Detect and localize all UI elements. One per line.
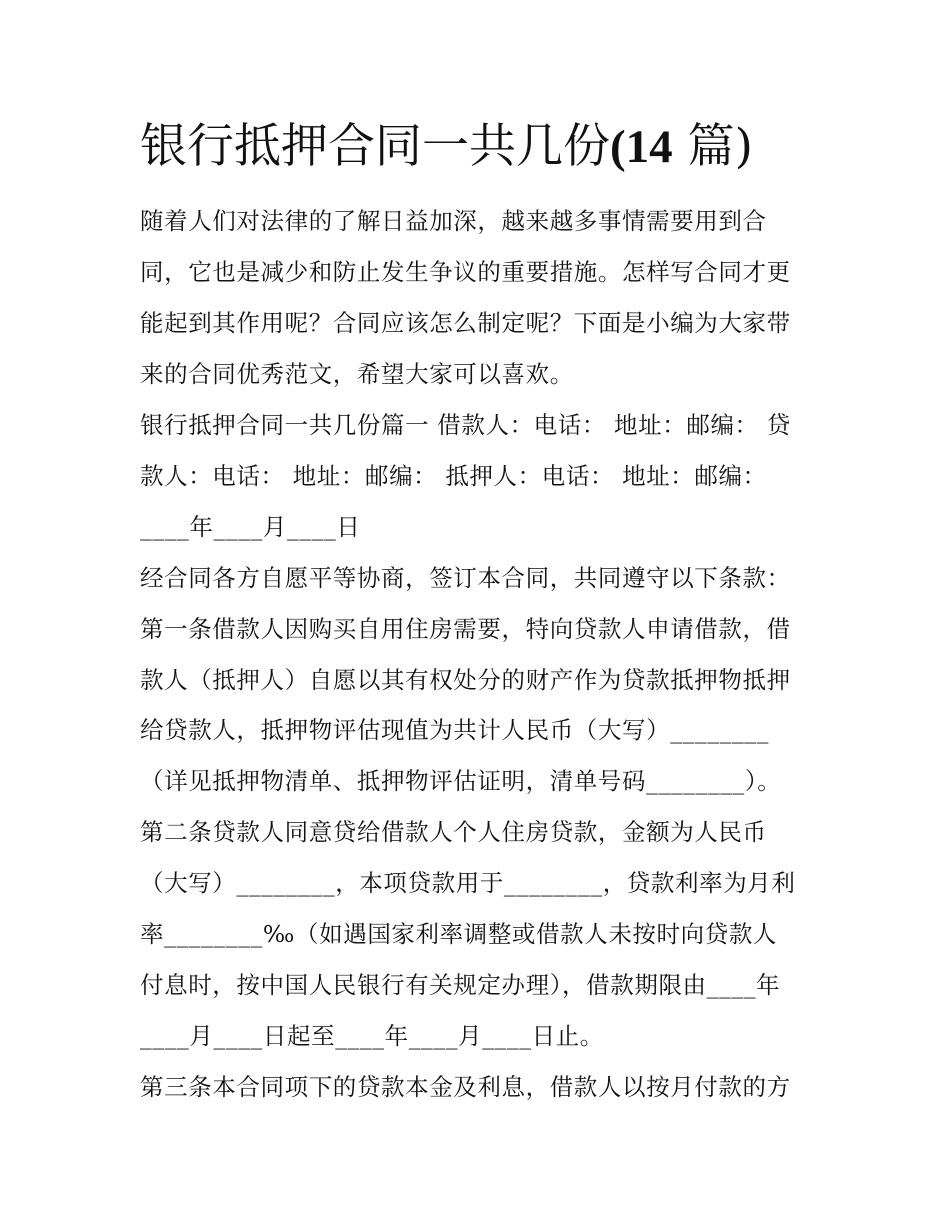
article-1-line-4: （详见抵押物清单、抵押物评估证明，清单号码________）。 [140,767,782,795]
article-1-line-2: 款人（抵押人）自愿以其有权处分的财产作为贷款抵押物抵押 [140,666,791,694]
article-2-line-3: 率________‰（如遇国家利率调整或借款人未按时向贷款人 [140,920,778,948]
title-count: (14 [610,121,673,173]
date-line: ____年____月____日 [140,513,361,541]
intro-line-3: 能起到其作用呢？合同应该怎么制定呢？下面是小编为大家带 [140,309,791,337]
document-title [140,112,840,182]
article-2-line-4: 付息时，按中国人民银行有关规定办理），借款期限由____年 [140,971,781,999]
article-3-line-1: 第三条本合同项下的贷款本金及利息，借款人以按月付款的方 [140,1073,791,1101]
intro-line-2: 同，它也是减少和防止发生争议的重要措施。怎样写合同才更 [140,258,791,286]
article-2-line-1: 第二条贷款人同意贷给借款人个人住房贷款，金额为人民币 [140,818,767,846]
title-suffix: 篇) [687,119,753,174]
parties-line-2: 款人：电话： 地址：邮编： 抵押人：电话： 地址：邮编： [140,462,767,490]
article-2-line-5: ____月____日起至____年____月____日止。 [140,1022,604,1050]
title-text: 银行抵押合同一共几份 [140,119,610,174]
agreement-line: 经合同各方自愿平等协商，签订本合同，共同遵守以下条款： [140,564,791,592]
article-2-line-2: （大写）________，本项贷款用于________，贷款利率为月利 [140,869,796,897]
article-1-line-3: 给贷款人，抵押物评估现值为共计人民币（大写）________ [140,716,769,744]
article-1-line-1: 第一条借款人因购买自用住房需要，特向贷款人申请借款，借 [140,615,791,643]
intro-line-4: 来的合同优秀范文，希望大家可以喜欢。 [140,360,574,388]
parties-line-1: 银行抵押合同一共几份篇一 借款人：电话： 地址：邮编： 贷 [140,411,791,439]
intro-line-1: 随着人们对法律的了解日益加深，越来越多事情需要用到合 [140,207,767,235]
